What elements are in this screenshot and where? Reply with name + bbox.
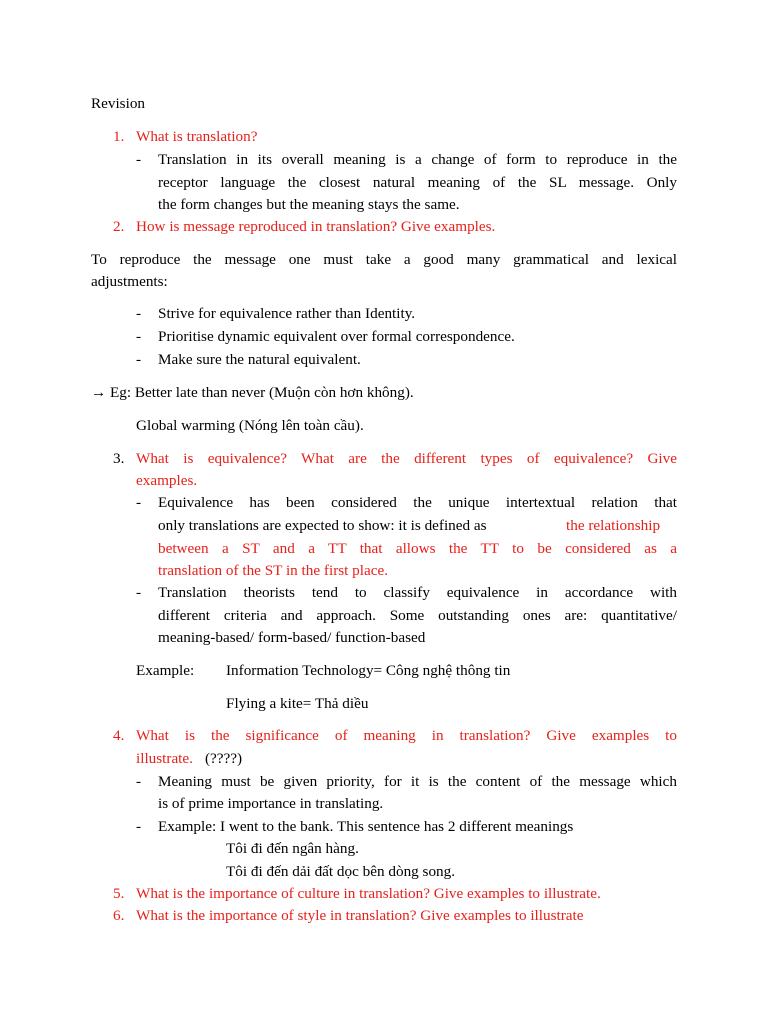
q3-example-label: Example: xyxy=(136,662,195,679)
q2-question: How is message reproduced in translation? Give examples. xyxy=(136,218,496,235)
q3-answer-line: Translation theorists tend to classify equivalence in accordance with xyxy=(158,584,677,601)
q4-example: Tôi đi đến dải đất dọc bên dòng song. xyxy=(226,863,456,880)
q2-intro-line: adjustments: xyxy=(91,273,168,290)
q3-number: 3. xyxy=(113,450,125,467)
q3-highlight: translation of the ST in the first place. xyxy=(158,562,389,579)
q2-number: 2. xyxy=(113,218,125,235)
q1-question: What is translation? xyxy=(136,128,258,145)
bullet-dash: - xyxy=(136,494,142,511)
bullet-dash: - xyxy=(136,773,142,790)
q3-answer-line: meaning-based/ form-based/ function-based xyxy=(158,629,426,646)
q2-bullet: Prioritise dynamic equivalent over formal correspondence. xyxy=(158,328,515,345)
q4-answer-line: Example: I went to the bank. This sentence has 2 different meanings xyxy=(158,818,574,835)
bullet-dash: - xyxy=(136,151,142,168)
q4-note: (????) xyxy=(205,750,243,767)
q5-question: What is the importance of culture in translation? Give examples to illustrate. xyxy=(136,885,601,902)
q2-bullet: Make sure the natural equivalent. xyxy=(158,351,361,368)
q3-answer-line: only translations are expected to show: it is defined as xyxy=(158,517,487,534)
q2-example: → Eg: Better late than never (Muộn còn hơn không). xyxy=(91,384,414,401)
q3-highlight: between a ST and a TT that allows the TT to be considered as a xyxy=(158,540,677,557)
q4-answer-line: is of prime importance in translating. xyxy=(158,795,384,812)
q2-example: Global warming (Nóng lên toàn cầu). xyxy=(136,417,364,434)
q3-example: Information Technology= Công nghệ thông tin xyxy=(226,662,511,679)
q3-highlight: the relationship xyxy=(566,517,661,534)
q6-question: What is the importance of style in translation? Give examples to illustrate xyxy=(136,907,584,924)
q4-question: What is the significance of meaning in translation? Give examples to xyxy=(136,727,677,744)
q3-example: Flying a kite= Thả diều xyxy=(226,695,369,712)
q1-number: 1. xyxy=(113,128,125,145)
bullet-dash: - xyxy=(136,351,142,368)
bullet-dash: - xyxy=(136,818,142,835)
q2-intro-line: To reproduce the message one must take a good many grammatical and lexical xyxy=(91,251,677,268)
q1-answer-line: Translation in its overall meaning is a change of form to reproduce in the xyxy=(158,151,677,168)
q3-question: What is equivalence? What are the different types of equivalence? Give xyxy=(136,450,677,467)
bullet-dash: - xyxy=(136,328,142,345)
q6-number: 6. xyxy=(113,907,125,924)
q3-question: examples. xyxy=(136,472,198,489)
q1-answer-line: the form changes but the meaning stays the same. xyxy=(158,196,460,213)
q5-number: 5. xyxy=(113,885,125,902)
document-title: Revision xyxy=(91,95,146,112)
q4-number: 4. xyxy=(113,727,125,744)
q2-bullet: Strive for equivalence rather than Identity. xyxy=(158,305,416,322)
bullet-dash: - xyxy=(136,305,142,322)
q3-answer-line: different criteria and approach. Some outstanding ones are: quantitative/ xyxy=(158,607,677,624)
q3-answer-line: Equivalence has been considered the unique intertextual relation that xyxy=(158,494,677,511)
q4-example: Tôi đi đến ngân hàng. xyxy=(226,840,359,857)
q4-answer-line: Meaning must be given priority, for it is the content of the message which xyxy=(158,773,677,790)
q4-question: illustrate. xyxy=(136,750,193,767)
q1-answer-line: receptor language the closest natural meaning of the SL message. Only xyxy=(158,174,677,191)
bullet-dash: - xyxy=(136,584,142,601)
